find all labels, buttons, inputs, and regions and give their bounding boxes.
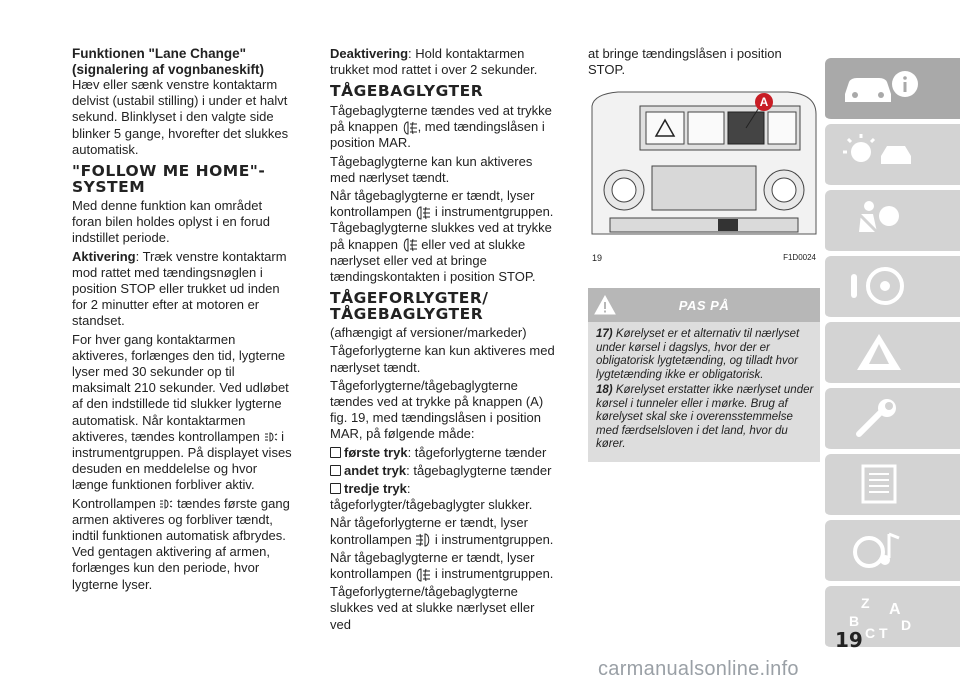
checkbox-icon [330,465,341,476]
rear-fog-icon [402,121,418,135]
watermark: carmanualsonline.info [598,658,799,680]
follow-me-intro: Med denne funktion kan området foran bilen holdes oplyst i en forud indstillet periode. [72,198,271,246]
front-rear-fog-heading: TÅGEFORLYGTER/ TÅGEBAGLYGTER [330,289,489,323]
step-1-label: første tryk [344,444,408,460]
front-fog-lamp-text-b: i instrumentgruppen. [434,531,554,547]
lamp-text-a: Kontrollampen [72,495,156,511]
step-3-label: tredje tryk [344,480,407,496]
step-2-label: andet tryk [344,462,407,478]
warning-note-17 [596,328,814,382]
rear-fog-heading: TÅGEBAGLYGTER [330,82,484,101]
activation-text: : Træk venstre kontaktarm mod rattet med tændingsnøglen i position STOP eller trukket ud inden for 2 minutter efter at motoren er standset. [72,248,287,329]
lamp-paragraph [72,496,294,593]
tab-safety[interactable] [825,190,960,253]
chapter-tabs [825,58,960,652]
front-fog-instructions: Tågeforlygterne/tågebaglygterne tændes ved at trykke på knappen (A) fig. 19, med tændingslåsen i position MAR, på følgende måde: [330,377,544,442]
steering-wheel-icon [839,264,919,308]
front-fog-lamp-text-a: Når tågeforlygterne er tændt, lyser kontrollampen [330,515,528,547]
letter-a: A [889,601,901,618]
lights-icon [839,132,919,176]
switch-off-paragraph: Tågeforlygterne/tågebaglygterne slukkes ved at slukke nærlyset eller ved [330,584,535,632]
rear-fog-lamp2-text-a: Når tågebaglygterne er tændt, lyser kontrollampen [330,549,535,581]
callout-label: A [759,95,769,110]
tab-car-info[interactable] [825,58,960,121]
note-18-number: 18) [596,384,613,397]
tab-maintenance[interactable] [825,388,960,451]
note-17-number: 17) [596,328,613,341]
rear-fog-icon [415,568,431,582]
lane-change-text: Hæv eller sænk venstre kontaktarm delvist (ustabil stilling) i under et halvt sekund. Blinklyset i den valgte side blinker 5 gange, hvorefter det slukkes automatisk. [72,77,289,157]
rear-fog-note: Tågebaglygterne kan kun aktiveres med nærlyset tændt. [330,153,533,185]
warning-road-icon [839,330,919,374]
step-3-text: : tågeforlygter/tågebaglygter slukker. [330,480,533,513]
continued-text: at bringe tændingslåsen i position STOP. [588,46,782,78]
extension-text-b: i instrumentgruppen. På displayet vises desuden en meddelelse og hvor længe funktionen forbliver aktiv. [72,428,292,493]
rear-fog-icon [415,206,431,220]
warning-header [588,288,820,322]
step-3 [330,481,558,513]
lamp-text-b: tændes første gang armen aktiveres og forbliver tændt, indtil funktionen automatisk afbrydes. Ved gentagen aktivering af armen, forlænges kun den periode, hvor lygterne lyser. [72,495,290,592]
car-info-icon [839,68,919,108]
multimedia-icon [839,528,919,572]
step-1-text: : tågeforlygterne tænder [407,444,547,460]
tab-technical-data[interactable] [825,454,960,517]
front-fog-note: Tågeforlygterne kan kun aktiveres med nærlyset tændt. [330,343,555,375]
column-1 [72,46,294,595]
rear-fog-icon [402,238,418,252]
rear-fog-text-a: Tågebaglygterne tændes ved at trykke på knappen [330,102,552,135]
checkbox-icon [330,483,341,494]
index-list-icon [839,462,919,506]
deactivation-label: Deaktivering [330,46,409,61]
letter-c: C [865,625,876,641]
rear-fog-lamp-paragraph-2 [330,550,558,582]
step-2-text: : tågebaglygterne tænder [406,462,552,478]
follow-me-lamp-icon [264,432,278,442]
step-2 [330,463,558,479]
rear-fog-lamp-text-a: Når tågebaglygterne er tændt, lyser kontrollampen [330,187,535,220]
figure-19 [588,84,820,264]
letter-t: T [879,625,888,641]
tab-driving[interactable] [825,256,960,319]
tab-multimedia[interactable] [825,520,960,583]
rear-fog-lamp2-text-b: i instrumentgruppen. [434,565,554,581]
warning-box [588,288,820,462]
figure-number: 19 [592,253,603,264]
checkbox-icon [330,447,341,458]
warning-note-18 [596,384,814,452]
column-2 [330,46,558,635]
rear-fog-lamp-paragraph [330,188,558,285]
lane-change-heading: Funktionen "Lane Change" (signalering af vognbaneskift) [72,46,265,77]
deactivation-paragraph [330,46,558,78]
airbag-icon [839,198,919,242]
warning-title: PAS PÅ [678,298,730,314]
dashboard-illustration [588,84,820,264]
extension-text-a: For hver gang kontaktarmen aktiveres, forlænges den tid, lygterne lyser med 30 sekunder op til maksimalt 210 sekunder. Ved udløbet af den indstillede tid slukker lygterne automatisk. Når kontaktarmen aktiveres, tændes kontrollampen [72,331,289,444]
letter-z: Z [861,595,870,611]
step-1 [330,445,558,461]
rear-fog-paragraph [330,103,558,152]
deactivation-text: : Hold kontaktarmen trukket mod rattet i over 2 sekunder. [330,46,538,78]
note-17-text: Kørelyset er et alternativ til nærlyset under kørsel i dagslys, hvor der er obligatorisk lygtetænding, og tilladt hvor lygtetænding ikke er obligatorisk. [596,328,800,381]
front-fog-lamp-paragraph [330,515,558,547]
figure-code: F1D0024 [783,253,816,263]
page-number: 19 [835,628,863,652]
warning-body [588,322,820,462]
rear-fog-lamp-text-c: eller ved at slukke nærlyset eller ved at bringe tændingskontakten i position STOP. [330,236,536,284]
rear-fog-text-b: , med tændingslåsen i position MAR. [330,119,545,151]
tab-emergency[interactable] [825,322,960,385]
note-18-text: Kørelyset erstatter ikke nærlyset under kørsel i tunneler eller i mørke. Brug af kørelyset skal ske i overensstemmelse med færdselsloven i det land, hvor du kører. [596,384,814,451]
follow-me-lamp-icon [159,499,173,509]
activation-label: Aktivering [72,248,136,264]
letter-d: D [901,617,912,633]
follow-me-heading: "FOLLOW ME HOME"-SYSTEM [72,162,266,196]
column-3 [588,46,820,462]
activation-paragraph [72,249,294,330]
versions-note: (afhængigt af versioner/markeder) [330,325,527,341]
letter-b: B [849,613,860,629]
tab-lights[interactable] [825,124,960,187]
rear-fog-lamp-text-b: i instrumentgruppen. Tågebaglygterne slukkes ved at trykke på knappen [330,204,554,252]
extension-paragraph [72,332,294,494]
wrench-icon [839,396,919,440]
front-fog-icon [415,533,431,547]
